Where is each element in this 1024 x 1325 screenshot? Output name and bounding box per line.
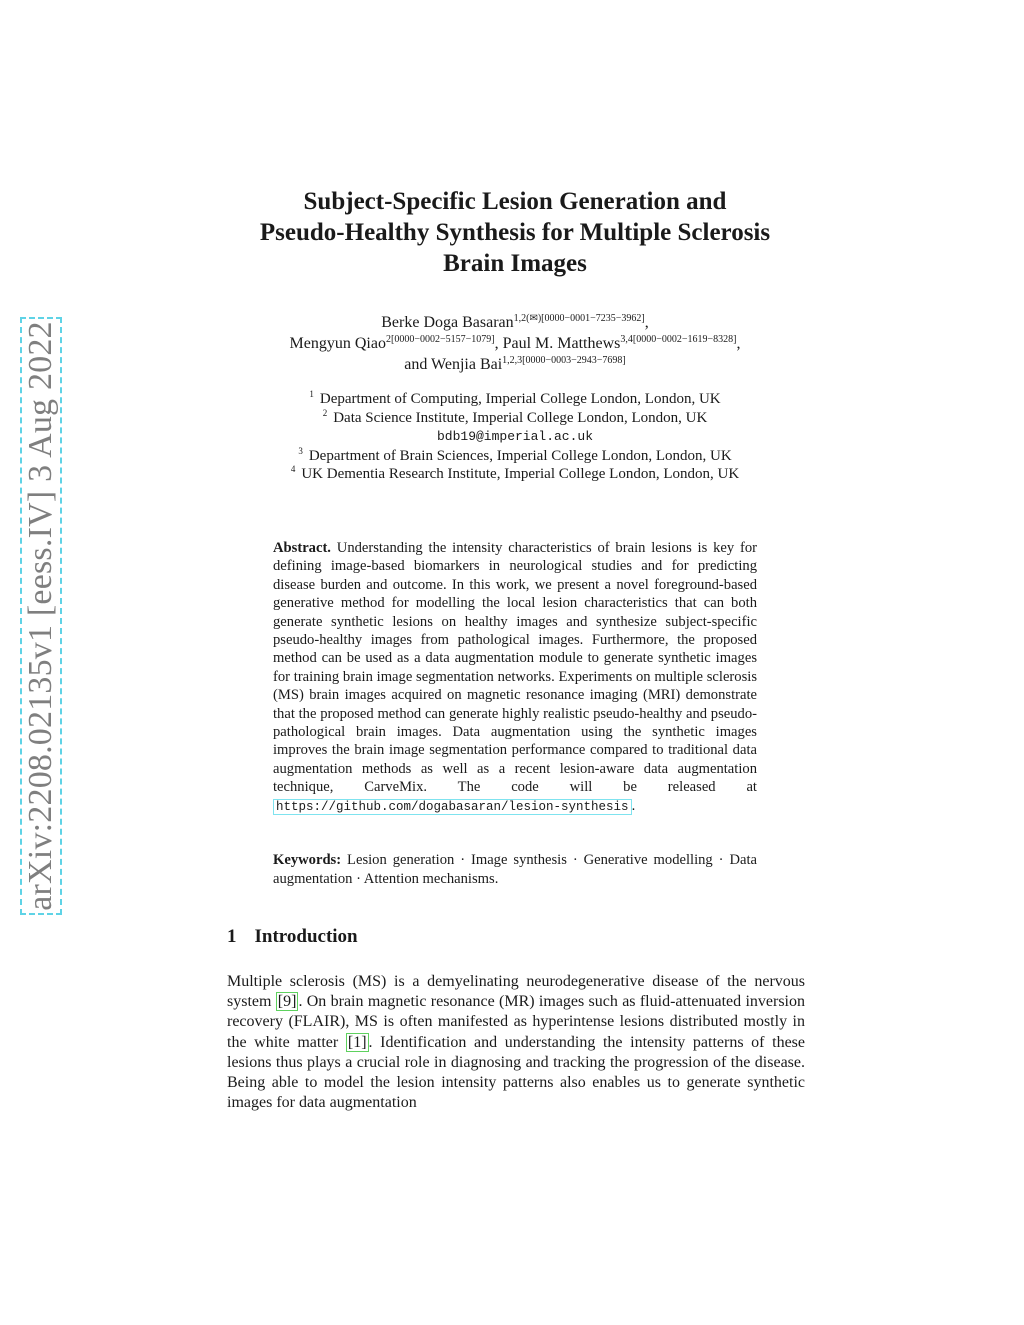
affiliation-1	[200, 390, 830, 409]
author-line-2	[200, 333, 830, 354]
code-repository-link[interactable]: https://github.com/dogabasaran/lesion-synthesis	[273, 799, 632, 815]
affiliation-number: 1	[309, 389, 314, 399]
paragraph-text: Multiple sclerosis (MS) is a demyelinating neurodegenerative disease of the nervous system	[227, 973, 805, 1011]
keywords	[273, 851, 757, 888]
introduction-paragraph	[227, 972, 805, 1113]
affiliation-text: Department of Brain Sciences, Imperial College London, London, UK	[308, 447, 732, 464]
author-affiliation-orcid: 1,2(✉)[0000−0001−7235−3962]	[513, 313, 645, 324]
arxiv-identifier: arXiv:2208.02135v1 [eess.IV] 3 Aug 2022	[22, 321, 59, 911]
paragraph-text: . Identification and understanding the intensity patterns of these lesions thus plays a crucial role in diagnosing and tracking the progression of the disease. Being able to model the lesion intensity patterns also enables us to generate synthetic images for data augmentation	[227, 1033, 806, 1112]
keywords-text: Lesion generation · Image synthesis · Generative modelling · Data augmentation · Attention mechanisms.	[273, 852, 757, 887]
affiliation-text: Department of Computing, Imperial College London, London, UK	[319, 391, 721, 407]
author-line-3	[200, 354, 830, 375]
author-affiliation-orcid: 1,2,3[0000−0003−2943−7698]	[502, 355, 626, 366]
author-name: , Paul M. Matthews	[494, 335, 621, 352]
abstract	[273, 539, 757, 816]
arxiv-side-stamp	[20, 317, 62, 915]
title-line-1: Subject-Specific Lesion Generation and	[303, 188, 727, 215]
section-number: 1	[227, 926, 237, 947]
author-affiliation-orcid: 2[0000−0002−5157−1079]	[385, 334, 495, 345]
section-heading	[227, 926, 358, 948]
keywords-label: Keywords:	[273, 852, 342, 868]
author-list	[200, 312, 830, 375]
abstract-text: Understanding the intensity characteristics of brain lesions is key for defining image-based biomarkers in neurological studies and for predicting disease burden and outcome. In this work, we present a novel foreground-based generative method for modelling the local lesion characteristics that can both generate synthetic lesions on healthy images and synthesize subject-specific pseudo-healthy images from pathological images. Furthermore, the proposed method can be used as a data augmentation module to generate synthetic images for training brain image segmentation networks. Experiments on multiple sclerosis (MS) brain images acquired on magnetic resonance imaging (MRI) demonstrate that the proposed method can generate highly realistic pseudo-healthy and pseudo-pathological brain images. Data augmentation using the synthetic images improves the brain image segmentation performance compared to traditional data augmentation methods as well as a recent lesion-aware data augmentation technique, CarveMix. The code will be released at	[273, 540, 757, 796]
author-name: Mengyun Qiao	[289, 335, 386, 352]
author-affiliation-orcid: 3,4[0000−0002−1619−8328]	[620, 334, 737, 345]
affiliation-3	[200, 447, 830, 466]
abstract-end: .	[631, 797, 636, 814]
affiliations	[200, 390, 830, 484]
author-line-1	[200, 312, 830, 333]
section-title: Introduction	[254, 926, 358, 947]
citation-link[interactable]: [1]	[347, 1033, 367, 1051]
affiliation-text: UK Dementia Research Institute, Imperial College London, London, UK	[301, 466, 740, 482]
author-separator: ,	[736, 335, 741, 352]
author-separator: ,	[644, 314, 649, 331]
affiliation-text: Data Science Institute, Imperial College London, London, UK	[333, 409, 708, 426]
author-name: Berke Doga Basaran	[381, 314, 514, 331]
email-address[interactable]: bdb19@imperial.ac.uk	[436, 429, 594, 444]
affiliation-number: 3	[298, 445, 303, 456]
title-line-3: Brain Images	[443, 250, 587, 277]
affiliation-number: 4	[290, 464, 296, 474]
affiliation-2	[200, 409, 830, 428]
contact-email[interactable]	[200, 427, 830, 447]
citation-link[interactable]: [9]	[277, 993, 297, 1011]
abstract-label: Abstract.	[273, 540, 331, 556]
author-name: and Wenjia Bai	[404, 356, 503, 373]
affiliation-number: 2	[322, 407, 328, 418]
paper-title	[200, 186, 830, 279]
title-line-2: Pseudo-Healthy Synthesis for Multiple Sclerosis	[259, 219, 771, 246]
paragraph-text: . On brain magnetic resonance (MR) images such as fluid-attenuated inversion recovery (FLAIR), MS is often manifested as hyperintense lesions distributed mostly in the white matter	[227, 993, 806, 1051]
affiliation-4	[200, 465, 830, 484]
